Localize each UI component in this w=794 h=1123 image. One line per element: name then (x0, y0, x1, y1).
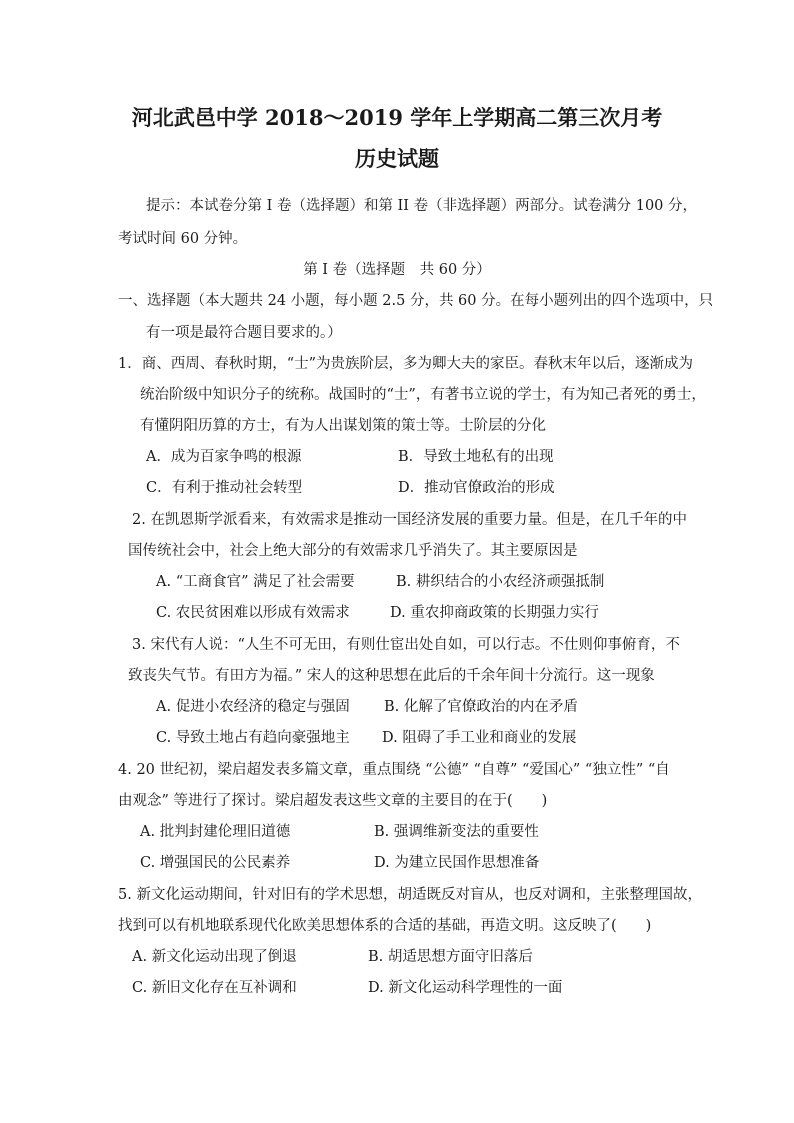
question-4-option-a: A. 批判封建伦理旧道德 (140, 824, 291, 840)
question-3-option-a: A. 促进小农经济的稳定与强固 (156, 699, 350, 715)
question-1-line-2: 统治阶级中知识分子的统称。战国时的“士”，有著书立说的学士，有为知己者死的勇士， (140, 387, 706, 403)
exam-title: 河北武邑中学 2018～2019 学年上学期高二第三次月考 (131, 105, 663, 130)
question-2-option-a: A. “工商食官” 满足了社会需要 (156, 574, 355, 590)
section-title: 第 I 卷（选择题 共 60 分） (303, 262, 491, 278)
question-1-option-a: A．成为百家争鸣的根源 (146, 449, 302, 465)
intro-line-2: 考试时间 60 分钟。 (118, 231, 248, 247)
question-1-option-d: D．推动官僚政治的形成 (398, 480, 555, 496)
question-2-option-d: D. 重农抑商政策的长期强力实行 (390, 605, 599, 621)
question-5-line-1: 5. 新文化运动期间，针对旧有的学术思想，胡适既反对盲从，也反对调和，主张整理国故， (118, 887, 702, 903)
question-2-option-c: C. 农民贫困难以形成有效需求 (156, 605, 350, 621)
question-5-option-d: D. 新文化运动科学理性的一面 (368, 980, 563, 996)
intro-line-1: 提示：本试卷分第 I 卷（选择题）和第 II 卷（非选择题）两部分。试卷满分 100 分， (146, 198, 698, 214)
question-3-option-d: D. 阻碍了手工业和商业的发展 (382, 730, 577, 746)
exam-subtitle: 历史试题 (355, 146, 439, 171)
question-3-option-c: C. 导致土地占有趋向豪强地主 (156, 730, 350, 746)
question-1-line-1: 1．商、西周、春秋时期，“士”为贵族阶层，多为卿大夫的家臣。春秋末年以后，逐渐成为 (118, 356, 694, 372)
question-3-option-b: B. 化解了官僚政治的内在矛盾 (384, 699, 578, 715)
question-4-option-d: D. 为建立民国作思想准备 (374, 855, 540, 871)
question-1-line-3: 有懂阴阳历算的方士，有为人出谋划策的策士等。士阶层的分化 (140, 418, 546, 434)
question-1-option-b: B．导致土地私有的出现 (398, 449, 554, 465)
question-5-line-2: 找到可以有机地联系现代化欧美思想体系的合适的基础，再造文明。这反映了( ) (118, 918, 652, 934)
question-2-option-b: B. 耕织结合的小农经济顽强抵制 (396, 574, 605, 590)
question-3-line-1: 3. 宋代有人说：“人生不可无田，有则仕宦出处自如，可以行志。不仕则仰事俯育，不 (132, 637, 680, 653)
question-5-option-a: A. 新文化运动出现了倒退 (132, 949, 297, 965)
question-5-option-c: C. 新旧文化存在互补调和 (132, 980, 297, 996)
question-2-line-1: 2. 在凯恩斯学派看来，有效需求是推动一国经济发展的重要力量。但是，在几千年的中 (132, 512, 687, 528)
question-4-option-b: B. 强调维新变法的重要性 (374, 824, 539, 840)
question-5-option-b: B. 胡适思想方面守旧落后 (368, 949, 533, 965)
question-4-option-c: C. 增强国民的公民素养 (140, 855, 291, 871)
section-instruction-2: 有一项是最符合题目要求的。） (146, 325, 342, 341)
question-1-option-c: C．有利于推动社会转型 (146, 480, 303, 496)
question-3-line-2: 致丧失气节。有田方为福。” 宋人的这种思想在此后的千余年间十分流行。这一现象 (128, 668, 655, 684)
question-2-line-2: 国传统社会中，社会上绝大部分的有效需求几乎消失了。其主要原因是 (128, 543, 578, 559)
question-4-line-2: 由观念” 等进行了探讨。梁启超发表这些文章的主要目的在于( ) (118, 793, 548, 809)
question-4-line-1: 4. 20 世纪初，梁启超发表多篇文章，重点围绕 “公德” “自尊” “爱国心” “独立性” “自 (118, 762, 670, 778)
section-instruction-1: 一、选择题（本大题共 24 小题，每小题 2.5 分，共 60 分。在每小题列出的四个选项中，只 (118, 293, 714, 309)
